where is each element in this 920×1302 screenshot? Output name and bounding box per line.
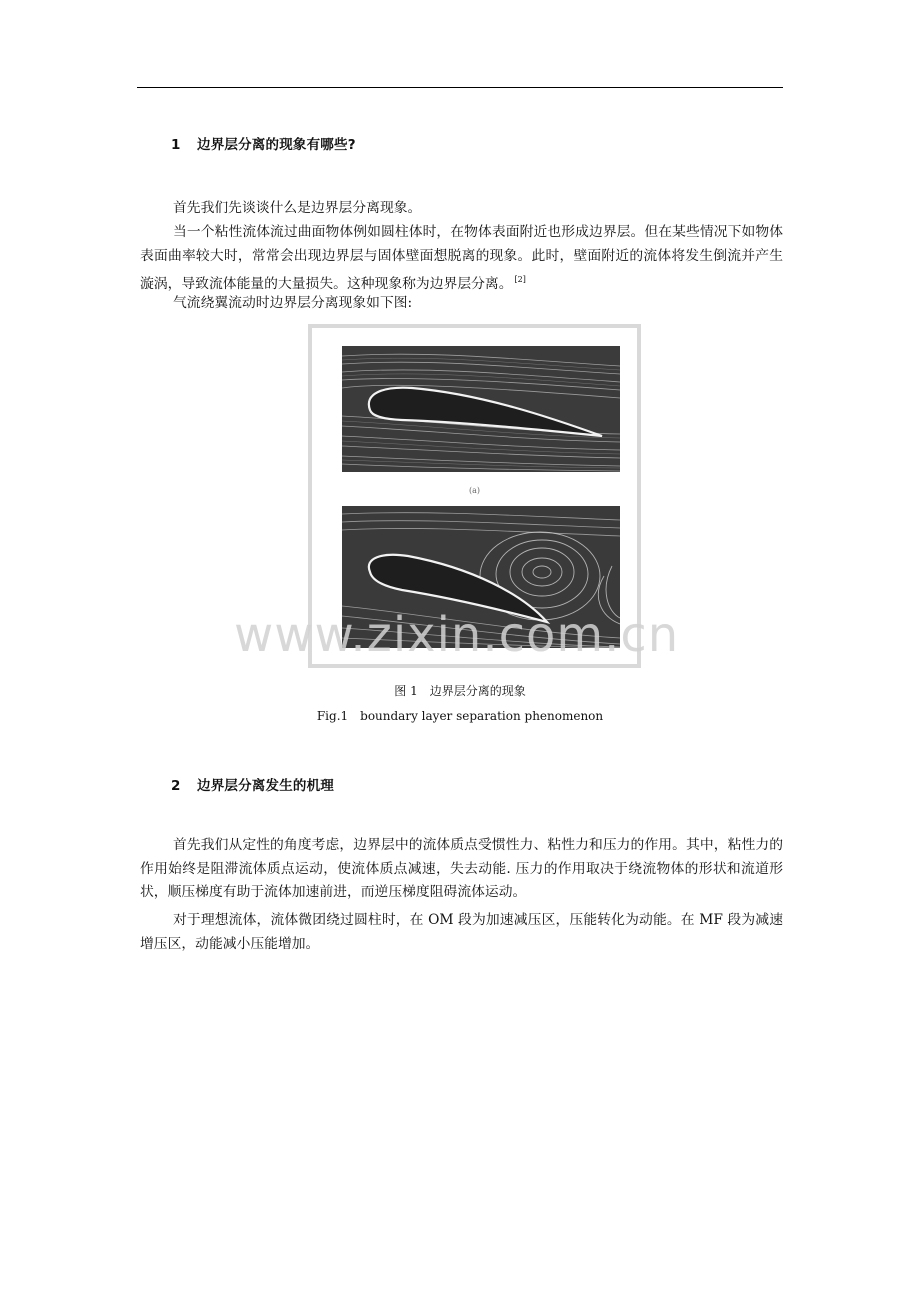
paragraph-1-text: 当一个粘性流体流过曲面物体例如圆柱体时，在物体表面附近也形成边界层。但在某些情况下如物体表面曲率较大时，常常会出现边界层与固体壁面想脱离的现象。此时，壁面附近的流体将发生倒流并产生漩涡，导致流体能量的大量损失。这种现象称为边界层分离。	[140, 224, 783, 292]
section-1-heading	[171, 133, 356, 153]
paragraph-3: 对于理想流体，流体微团绕过圆柱时，在 OM 段为加速减压区，压能转化为动能。在 MF 段为减速增压区，动能减小压能增加。	[140, 912, 783, 952]
section-2-heading	[171, 774, 334, 794]
watermark: www.zixin.com.cn	[234, 607, 680, 663]
subfigure-label-a: (a)	[468, 486, 480, 495]
section-2-title: 边界层分离发生的机理	[197, 778, 334, 794]
paragraph-1	[140, 221, 783, 297]
section-1-number: 1	[171, 137, 181, 153]
intro-paragraph: 首先我们先谈谈什么是边界层分离现象。	[173, 200, 422, 216]
citation-2: [2]	[514, 275, 526, 284]
figure-caption-en: Fig.1 boundary layer separation phenomenon	[316, 709, 604, 723]
section-2-number: 2	[171, 778, 181, 794]
header-rule	[137, 87, 783, 88]
figure-lead-in: 气流绕翼流动时边界层分离现象如下图:	[173, 295, 413, 311]
section-1-title: 边界层分离的现象有哪些?	[197, 137, 356, 153]
paragraph-2: 首先我们从定性的角度考虑，边界层中的流体质点受惯性力、粘性力和压力的作用。其中，粘性力的作用始终是阻滞流体质点运动，使流体质点减速，失去动能. 压力的作用取决于绕流物体的形状和流道形状，顺压梯度有助于流体加速前进，而逆压梯度阻碍流体运动。	[140, 837, 783, 900]
figure-caption-cn: 图 1 边界层分离的现象	[394, 684, 526, 698]
airfoil-photo-a	[342, 346, 620, 472]
